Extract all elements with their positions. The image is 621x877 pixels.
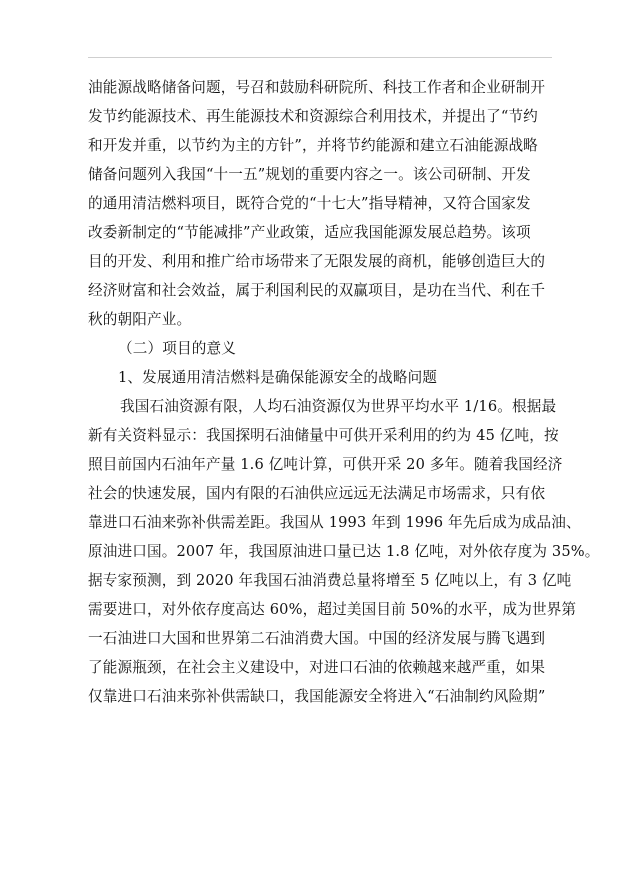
paragraph-line: 改委新制定的“节能减排”产业政策，适应我国能源发展总趋势。该项 [88, 224, 531, 241]
paragraph-line: 新有关资料显示：我国探明石油储量中可供开采利用的约为 45 亿吨，按 [88, 427, 559, 444]
paragraph-line: 目的开发、利用和推广给市场带来了无限发展的商机，能够创造巨大的 [88, 253, 546, 270]
paragraph-line: 靠进口石油来弥补供需差距。我国从 1993 年到 1996 年先后成为成品油、 [88, 514, 581, 531]
paragraph-line: 和开发并重，以节约为主的方针”，并将节约能源和建立石油能源战略 [88, 137, 538, 154]
paragraph-line: 了能源瓶颈，在社会主义建设中，对进口石油的依赖越来越严重，如果 [88, 659, 546, 676]
paragraph-line: 秋的朝阳产业。 [88, 311, 192, 328]
paragraph-line: 的通用清洁燃料项目，既符合党的“十七大”指导精神，又符合国家发 [88, 195, 531, 212]
section-heading: （二）项目的意义 [118, 340, 236, 357]
header-rule [88, 57, 552, 58]
paragraph-line: 油能源战略储备问题，号召和鼓励科研院所、科技工作者和企业研制开 [88, 79, 546, 96]
paragraph-line: 一石油进口大国和世界第二石油消费大国。中国的经济发展与腾飞遇到 [88, 630, 546, 647]
paragraph-line: 我国石油资源有限，人均石油资源仅为世界平均水平 1/16。根据最 [120, 398, 557, 415]
paragraph-line: 需要进口，对外依存度高达 60%，超过美国目前 50%的水平，成为世界第 [88, 601, 577, 618]
paragraph-line: 据专家预测，到 2020 年我国石油消费总量将增至 5 亿吨以上，有 3 亿吨 [88, 572, 572, 589]
paragraph-line: 经济财富和社会效益，属于利国利民的双赢项目，是功在当代、利在千 [88, 282, 546, 299]
paragraph-line: 储备问题列入我国“十一五”规划的重要内容之一。该公司研制、开发 [88, 166, 531, 183]
subsection-heading: 1、发展通用清洁燃料是确保能源安全的战略问题 [118, 369, 438, 386]
paragraph-line: 发节约能源技术、再生能源技术和资源综合利用技术，并提出了“节约 [88, 108, 538, 125]
paragraph-line: 仅靠进口石油来弥补供需缺口，我国能源安全将进入“石油制约风险期” [88, 688, 546, 705]
paragraph-line: 原油进口国。2007 年，我国原油进口量已达 1.8 亿吨，对外依存度为 35%。 [88, 543, 600, 560]
paragraph-line: 社会的快速发展，国内有限的石油供应远远无法满足市场需求，只有依 [88, 485, 546, 502]
paragraph-line: 照目前国内石油年产量 1.6 亿吨计算，可供开采 20 多年。随着我国经济 [88, 456, 563, 473]
